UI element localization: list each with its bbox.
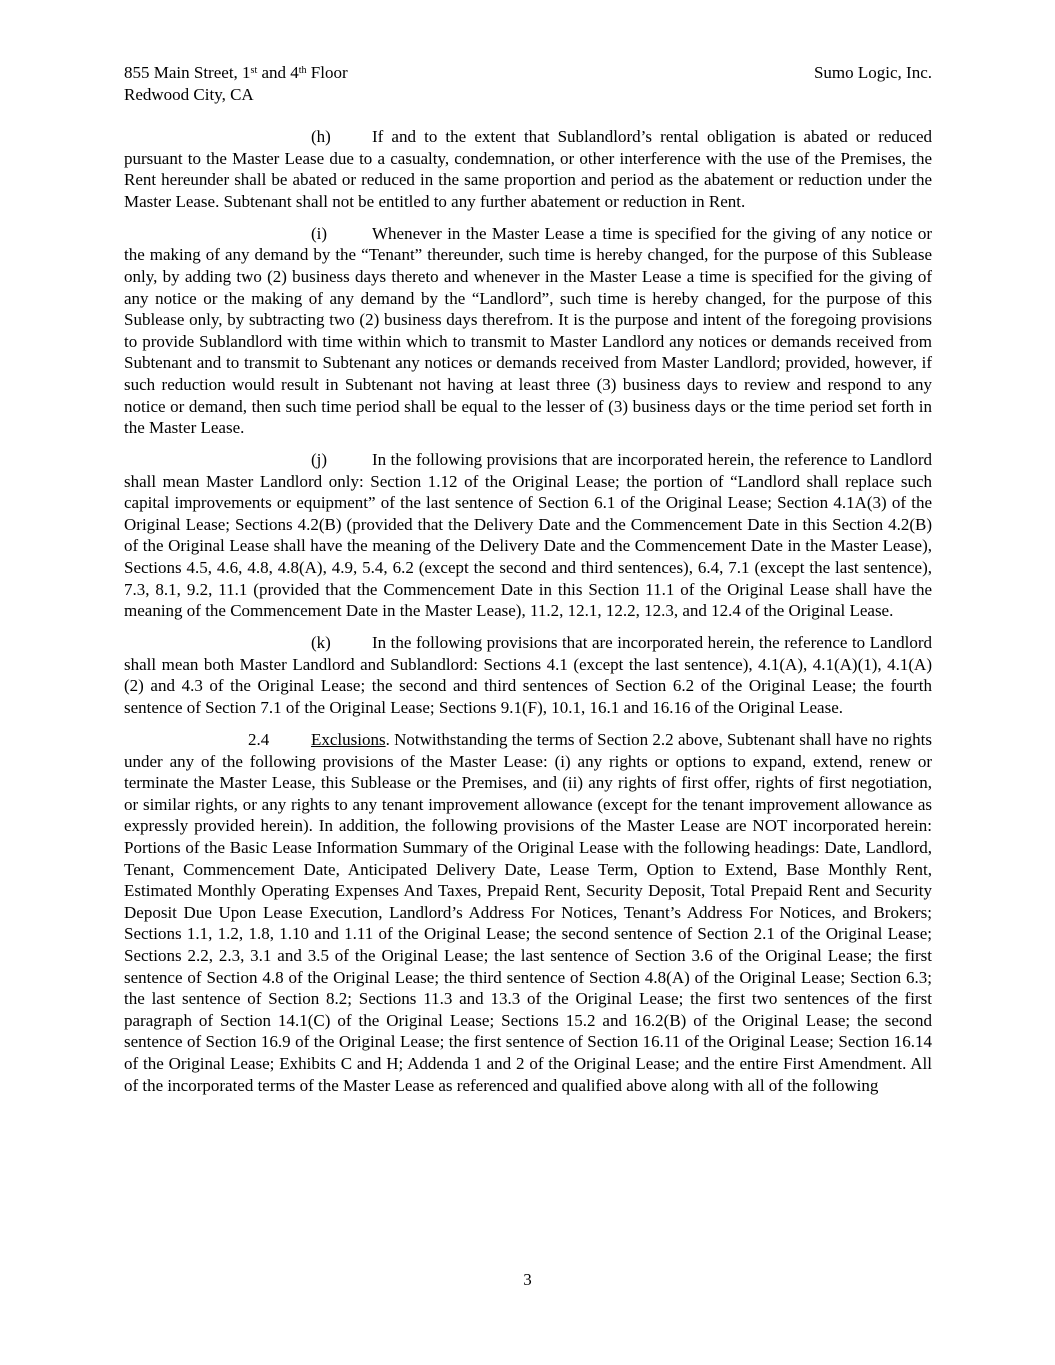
document-body — [124, 126, 932, 1106]
paragraph-label: (h) — [311, 127, 331, 146]
section-text: . Notwithstanding the terms of Section 2.2 above, Subtenant shall have no rights under any of the following provisions of the Master Lease: (i) any rights or options to expand, extend, renew or terminate the Master Lease, this Sublease or the Premises, and (ii) any rights of first offer, rights of first negotiation, or similar rights, or any rights to any tenant improvement allowance (except for the tenant improvement allowance as expressly provided herein). In addition, the following provisions of the Master Lease are NOT incorporated herein: Portions of the Basic Lease Information Summary of the Original Lease with the following headings: Date, Landlord, Tenant, Commencement Date, Anticipated Delivery Date, Lease Term, Option to Extend, Base Monthly Rent, Estimated Monthly Operating Expenses And Taxes, Prepaid Rent, Security Deposit, Total Prepaid Rent and Security Deposit Due Upon Lease Execution, Landlord’s Address For Notices, Tenant’s Address For Notices, and Brokers; Sections 1.1, 1.2, 1.8, 1.10 and 1.11 of the Original Lease; the second sentence of Section 2.1 of the Original Lease; Sections 2.2, 2.3, 3.1 and 3.5 of the Original Lease; the last sentence of Section 3.6 of the Original Lease; the first sentence of Section 4.8 of the Original Lease; the third sentence of Section 4.8(A) of the Original Lease; Section 6.3; the last sentence of Section 8.2; Sections 11.3 and 13.3 of the Original Lease; the first two sentences of the first paragraph of Section 14.1(C) of the Original Lease; Sections 15.2 and 16.2(B) of the Original Lease; the second sentence of Section 16.9 of the Original Lease; the first sentence of Section 16.11 of the Original Lease; Section 16.14 of the Original Lease; Exhibits C and H; Addenda 1 and 2 of the Original Lease; and the entire First Amendment. All of the incorporated terms of the Master Lease as referenced and qualified above along with all of the following — [124, 730, 932, 1095]
paragraph-h — [124, 126, 932, 212]
page-number: 3 — [523, 1270, 532, 1289]
section-2-4 — [124, 729, 932, 1096]
section-label: 2.4 — [248, 730, 270, 749]
paragraph-k — [124, 632, 932, 718]
paragraph-i — [124, 223, 932, 439]
paragraph-label: (i) — [311, 223, 328, 243]
header-company: Sumo Logic, Inc. — [813, 63, 932, 82]
paragraph-text: If and to the extent that Sublandlord’s rental obligation is abated or reduced pursuant to the Master Lease due to a casualty, condemnation, or other interference with the use of the Premises, the Rent hereunder shall be abated or reduced in the same proportion and period as the abatement or reduction under the Master Lease. Subtenant shall not be entitled to any further abatement or reduction in Rent. — [124, 127, 932, 211]
paragraph-text: Whenever in the Master Lease a time is specified for the giving of any notice or the making of any demand by the “Tenant” thereunder, such time is hereby changed, for the purpose of this Sublease only, by adding two (2) business days thereto and whenever in the Master Lease a time is specified for the giving of any notice or the making of any demand by the “Landlord”, such time is hereby changed, for the purpose of this Sublease only, by subtracting two (2) business days therefrom. It is the purpose and intent of the foregoing provisions to provide Sublandlord with time within which to transmit to Master Landlord any notices or demands received from Subtenant and to transmit to Subtenant any notices or demands received from Master Landlord; provided, however, if such reduction would result in Subtenant not having at least three (3) business days to review and respond to any notice or demand, then such time period shall be equal to the lesser of (3) business days or the time period set forth in the Master Lease. — [124, 223, 932, 438]
header-address — [124, 62, 348, 105]
section-title: Exclusions — [311, 730, 386, 749]
paragraph-label: (j) — [311, 450, 328, 470]
address-city-line: Redwood City, CA — [124, 84, 254, 104]
paragraph-text: In the following provisions that are incorporated herein, the reference to Landlord shall mean Master Landlord only: Section 1.12 of the Original Lease; the portion of “Landlord shall replace such capital improvements or equipment” of the last sentence of Section 6.1 of the Original Lease; Section 4.1A(3) of the Original Lease; Sections 4.2(B) (provided that the Delivery Date and the Commencement Date in this Section 4.2(B) of the Original Lease shall have the meaning of the Delivery Date and the Commencement Date in the Master Lease), Sections 4.5, 4.6, 4.8, 4.8(A), 4.9, 5.4, 6.2 (except the second and third sentences), 6.4, 7.1 (except the last sentence), 7.3, 8.1, 9.2, 11.1 (provided that the Commencement Date in this Section 11.1 of the Original Lease shall have the meaning of the Commencement Date in the Master Lease), 11.2, 12.1, 12.2, 12.3, and 12.4 of the Original Lease. — [124, 450, 932, 621]
paragraph-label: (k) — [311, 633, 331, 653]
address-street-line: 855 Main Street, 1st and 4th Floor — [124, 63, 348, 82]
paragraph-text: In the following provisions that are incorporated herein, the reference to Landlord shall mean both Master Landlord and Sublandlord: Sections 4.1 (except the last sentence), 4.1(A), 4.1(A)(1), 4.1(A)(2) and 4.3 of the Original Lease; the second and third sentences of Section 6.2 of the Original Lease; the fourth sentence of Section 7.1 of the Original Lease; Sections 9.1(F), 10.1, 16.1 and 16.16 of the Original Lease. — [124, 633, 932, 718]
paragraph-j — [124, 449, 932, 622]
